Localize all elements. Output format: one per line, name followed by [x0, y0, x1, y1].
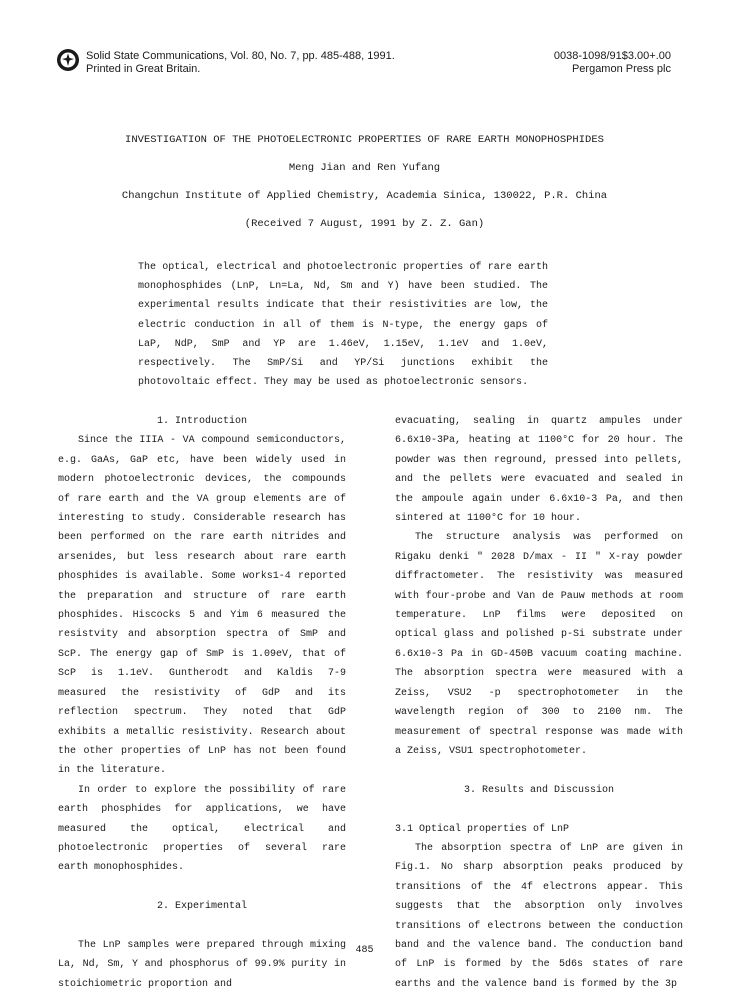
authors: Meng Jian and Ren Yufang: [288, 162, 441, 174]
left-column: [58, 412, 346, 994]
abstract-text: The optical, electrical and photoelectronic properties of rare earth monophosphides (LnP, Ln=La, Nd, Sm and Y) have been studied. The experimental results indicate that their resistivities are low, the electric conduction in all of them is N-type, the energy gaps of LaP, NdP, SmP and YP are 1.46eV, 1.15eV, 1.1eV and 1.0eV, respectively. The SmP/Si and YP/Si junctions exhibit the photovoltaic effect. They may be used as photoelectronic sensors.: [138, 262, 548, 389]
article-title: INVESTIGATION OF THE PHOTOELECTRONIC PROPERTIES OF RARE EARTH MONOPHOSPHIDES: [125, 134, 604, 146]
section-heading-results: 3. Results and Discussion: [463, 784, 615, 796]
subsection-heading-optical: 3.1 Optical properties of LnP: [395, 823, 570, 835]
journal-header-left: [86, 50, 395, 76]
experimental-paragraph-1-continued: evacuating, sealing in quartz ampules under 6.6x10-3Pa, heating at 1100°C for 20 hour. The powder was then reground, pressed into pellets, and the pellets were evacuated and sealed in the ampoule again under 6.6x10-3 Pa, and then sintered at 1100°C for 10 hour.: [395, 416, 683, 525]
experimental-paragraph-2: The structure analysis was performed on Rigaku denki " 2028 D/max - II " X-ray powder diffractometer. The resistivity was measured with four-probe and Van de Pauw methods at room temperature. LnP films were deposited on optical glass and polished p-Si substrate under 6.6x10-3 Pa in GD-450B vacuum coating machine. The absorption spectra were measured with a Zeiss, VSU2 -p spectrophotometer in the wavelength region of 300 to 2100 nm. The measurement of spectral response was made with a Zeiss, VSU1 spectrophotometer.: [395, 532, 683, 757]
publisher-name: Pergamon Press plc: [571, 63, 671, 75]
abstract: [138, 258, 548, 392]
issn-price-code: 0038-1098/91$3.00+.00: [553, 50, 671, 62]
publisher-logo-icon: [56, 48, 80, 72]
printed-in-line: Printed in Great Britain.: [86, 63, 201, 75]
introduction-paragraph-2: In order to explore the possibility of rare earth phosphides for applications, we have measured the optical, electrical and photoelectronic properties of several rare earth monophosphides.: [58, 784, 346, 874]
page-number: 485: [355, 945, 374, 956]
experimental-paragraph-1: The LnP samples were prepared through mixing La, Nd, Sm, Y and phosphorus of 99.9% purity in stoichiometric proportion and: [58, 939, 346, 990]
journal-header-right: [554, 50, 671, 76]
affiliation: Changchun Institute of Applied Chemistry, Academia Sinica, 130022, P.R. China: [121, 190, 608, 202]
right-column: [395, 412, 683, 994]
results-paragraph-1: The absorption spectra of LnP are given in Fig.1. No sharp absorption peaks produced by transitions of the 4f electrons appear. This suggests that the absorption only involves transitions of electrons between the conduction band and the valence band. The conduction band of LnP is formed by the 5d6s states of rare earths and the valence band is formed by the 3p: [395, 842, 683, 990]
received-date: (Received 7 August, 1991 by Z. Z. Gan): [244, 218, 485, 230]
introduction-paragraph-1: Since the IIIA - VA compound semiconductors, e.g. GaAs, GaP etc, have been widely used in modern photoelectronic devices, the compounds of rare earth and the VA group elements are of interesting to study. Considerable research has been performed on the rare earth nitrides and arsenides, but less research about rare earth phosphides is available. Some works1-4 reported the preparation and structure of rare earth phosphides. Hiscocks 5 and Yim 6 measured the resistvity and absorption spectra of SmP and ScP. The energy gap of SmP is 1.09eV, that of ScP is 1.1eV. Guntherodt and Kaldis 7-9 measured the resistivity of GdP and its reflection spectrum. They noted that GdP exhibits a metallic resistivity. Research about the other properties of LnP has not been found in the literature.: [58, 435, 346, 777]
section-heading-introduction: 1. Introduction: [156, 416, 247, 427]
section-heading-experimental: 2. Experimental: [156, 901, 247, 913]
journal-citation: Solid State Communications, Vol. 80, No. 7, pp. 485-488, 1991.: [86, 50, 395, 62]
